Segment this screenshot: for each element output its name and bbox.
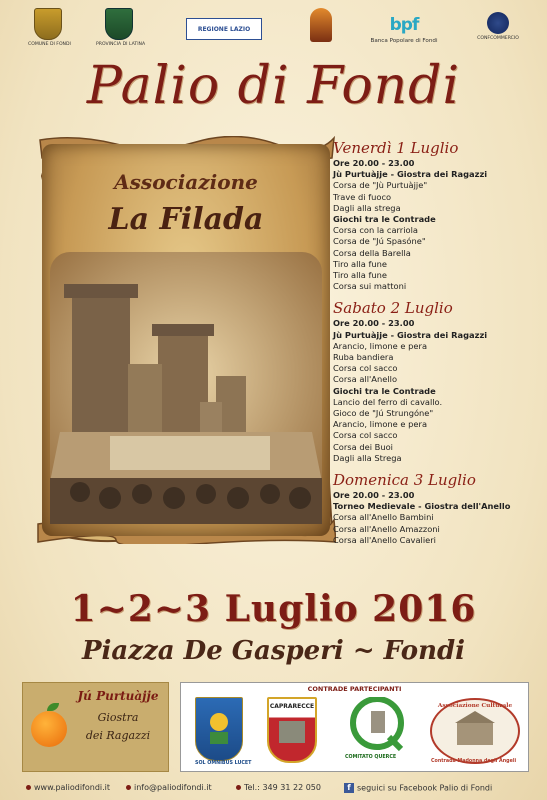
banca-popolare-logo-icon: bpf	[389, 15, 419, 35]
day-heading: Venerdì 1 Luglio	[333, 139, 459, 157]
contrada-sol-omnibus-crest-icon	[195, 697, 243, 761]
schedule-line: Ore 20.00 - 23.00	[333, 318, 415, 329]
bullet-icon	[26, 785, 31, 790]
website-link[interactable]	[26, 783, 110, 792]
phone-text: Tel.: 349 31 22 050	[244, 783, 321, 792]
flame-sponsor-logo	[308, 8, 334, 54]
bullet-icon	[236, 785, 241, 790]
schedule-line: Gioco de "Jú Strungóne"	[333, 408, 434, 419]
sponsor-caption: PROVINCIA DI LATINA	[96, 42, 146, 47]
schedule-line: Corsa della Barella	[333, 247, 411, 258]
confcommercio-logo	[470, 12, 526, 58]
sponsor-caption: Banca Popolare di Fondi	[370, 38, 438, 44]
crest-label: CAPRARECCE	[269, 703, 315, 710]
caprarecce-crest-icon	[267, 697, 317, 763]
schedule-line: Arancio, limone e pera	[333, 340, 428, 351]
schedule-line: Corsa de "Jú Spasóne"	[333, 236, 426, 247]
association-label: Associazione	[114, 170, 258, 194]
facebook-text: seguici su Facebook Palio di Fondi	[357, 783, 493, 793]
schedule-line: Arancio, limone e pera	[333, 419, 428, 430]
schedule-line: Corsa dei Buoi	[333, 441, 393, 452]
schedule-line: Torneo Medievale - Giostra dell'Anello	[333, 501, 511, 512]
page-title: Palio di Fondi	[86, 56, 461, 116]
schedule-line: Corsa all'Anello	[333, 374, 398, 385]
day-heading: Sabato 2 Luglio	[333, 299, 453, 318]
schedule-line: Corsa all'Anello Cavalieri	[333, 534, 436, 545]
day-heading: Domenica 3 Luglio	[333, 471, 476, 490]
poster-scroll	[36, 136, 336, 544]
crest-caption: COMITATO QUERCE	[345, 755, 397, 760]
schedule-line: Ruba bandiera	[333, 352, 394, 363]
facebook-link[interactable]	[344, 783, 492, 793]
sun-crest-icon	[196, 698, 242, 760]
tower-icon	[279, 721, 305, 743]
email-text: info@paliodifondi.it	[134, 783, 212, 792]
comune-di-fondi-crest-icon	[34, 8, 62, 40]
schedule-line: Ore 20.00 - 23.00	[333, 490, 415, 501]
leaf-icon	[47, 703, 59, 711]
schedule-line: Dagli alla strega	[333, 202, 401, 213]
schedule-line: Ore 20.00 - 23.00	[333, 158, 415, 168]
email-link[interactable]	[126, 783, 212, 792]
schedule-line: Jù Purtuàjje - Giostra dei Ragazzi	[333, 169, 488, 180]
confcommercio-logo-icon	[487, 12, 509, 34]
castle-photo	[50, 252, 322, 524]
bullet-icon	[126, 785, 131, 790]
orange-mascot-icon	[31, 711, 67, 747]
schedule-line: Lancio del ferro di cavallo.	[333, 396, 443, 407]
crest-label: Associazione Culturale	[437, 703, 513, 709]
schedule-line: Corsa all'Anello Amazzoni	[333, 523, 440, 534]
sponsor-logos	[14, 8, 534, 54]
crest-caption: Contrada Madonna degli Angeli	[431, 759, 517, 764]
contact-footer	[0, 778, 547, 800]
schedule-line: Corsa col sacco	[333, 430, 398, 441]
sponsor-caption: COMUNE DI FONDI	[28, 42, 71, 47]
banca-popolare-logo	[362, 14, 446, 60]
schedule-line: Tiro alla fune	[333, 270, 388, 281]
schedule-line: Corsa all'Anello Bambini	[333, 512, 434, 523]
schedule-line: Dagli alla Strega	[333, 452, 402, 463]
flame-logo-icon	[310, 8, 332, 42]
schedule-line: Giochi tra le Contrade	[333, 385, 436, 396]
madonna-degli-angeli-logo-icon	[429, 697, 521, 765]
provincia-di-latina-logo	[96, 8, 146, 54]
schedule-line: Tiro alla fune	[333, 258, 388, 269]
comitato-querce-logo-icon	[349, 697, 405, 753]
contrade-partecipanti-box	[180, 682, 529, 772]
crest-caption: SOL OMNIBUS LUCET	[195, 761, 252, 766]
schedule-line: Corsa de "Jù Purtuàjje"	[333, 180, 428, 191]
schedule-line: Corsa con la carriola	[333, 225, 418, 236]
phone-info	[236, 783, 321, 792]
giostra-ragazzi-box	[22, 682, 169, 772]
website-text: www.paliodifondi.it	[34, 783, 111, 792]
schedule-line: Corsa sui mattoni	[333, 281, 407, 292]
schedule-line: Trave di fuoco	[333, 191, 392, 202]
comune-di-fondi-logo	[28, 8, 71, 54]
schedule-line: Giochi tra le Contrade	[333, 214, 436, 225]
schedule-line: Jù Purtuàjje - Giostra dei Ragazzi	[333, 329, 488, 340]
facebook-icon: f	[344, 783, 354, 793]
event-venue: Piazza De Gasperi ~ Fondi	[81, 636, 466, 666]
sponsor-caption: CONFCOMMERCIO	[477, 36, 519, 41]
schedule-line: Corsa col sacco	[333, 363, 398, 374]
event-dates: 1~2~3 Luglio 2016	[70, 588, 477, 630]
regione-lazio-logo-icon: REGIONE LAZIO	[186, 18, 262, 40]
association-name: La Filada	[108, 202, 264, 237]
provincia-di-latina-crest-icon	[105, 8, 133, 40]
contrade-title: CONTRADE PARTECIPANTI	[307, 685, 402, 693]
giostra-subtitle: dei Ragazzi	[85, 729, 151, 742]
giostra-subtitle: Giostra	[97, 711, 139, 724]
event-schedule	[333, 138, 538, 546]
giostra-title: Jú Purtuàjje	[77, 689, 159, 703]
